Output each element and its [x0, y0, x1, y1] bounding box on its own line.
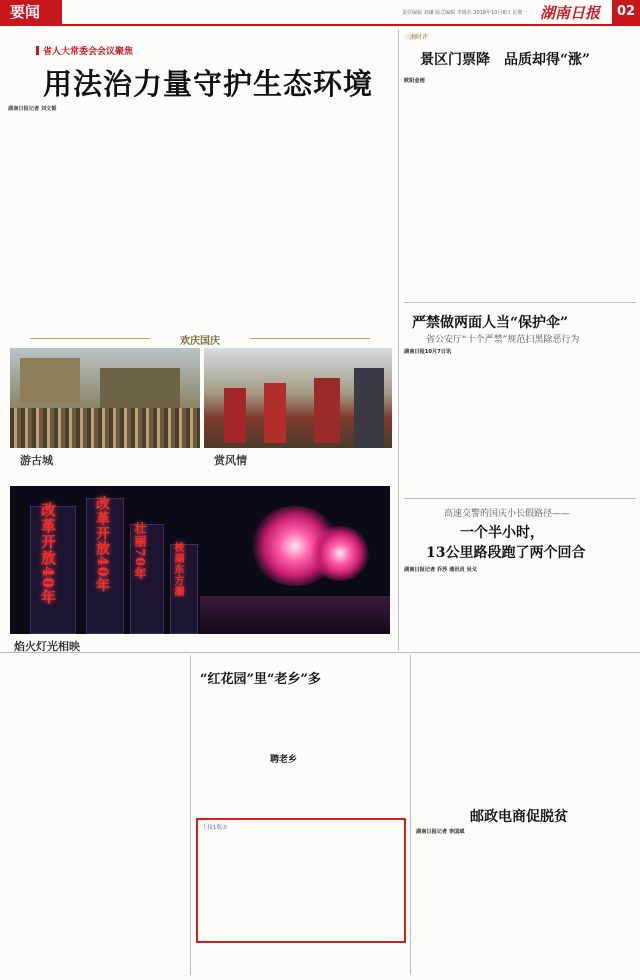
umbrella-subhead: 省公安厅“十个严禁”规范扫黑除恶行为: [426, 335, 580, 345]
post-headline: 邮政电商促脱贫: [470, 809, 568, 825]
lead-kicker-text: 省人大常委会会议聚焦: [43, 47, 134, 57]
body-text-filler: [304, 823, 402, 940]
umbrella-byline: 湖南日报10月7日讯: [404, 349, 452, 355]
photo-performer: [314, 378, 340, 443]
body-text-filler: [196, 948, 406, 976]
body-text-filler: [522, 40, 636, 299]
post-byline: 湖南日报记者 李国斌: [416, 829, 465, 835]
lead-byline: 湖南日报记者 刘文韬: [8, 106, 57, 112]
lead-body-col-2: [138, 100, 260, 329]
photo-performer: [264, 383, 286, 443]
section-divider: [0, 652, 640, 653]
garden-headline: “红花园”里“老乡”多: [200, 672, 321, 687]
body-text-filler: [4, 656, 186, 976]
neon-sign-2: 改革开放40年: [94, 496, 110, 593]
scenic-body-col-1: [404, 94, 516, 299]
body-text-filler: [8, 114, 130, 329]
kicker-bar: [36, 46, 39, 55]
page-header: [0, 0, 640, 26]
column-divider: [190, 655, 191, 975]
column-divider: [398, 30, 399, 650]
caption-filler: [254, 452, 392, 482]
boxed-body-col-1: [202, 832, 300, 940]
body-text-filler: [404, 94, 516, 299]
night-fireworks-photo: [10, 486, 390, 634]
lead-body-col-3: [268, 100, 393, 329]
photo-3-caption: [120, 638, 392, 650]
photo-band-title: 欢庆国庆: [10, 332, 390, 344]
traffic-headline-line-1: 一个半小时，: [460, 525, 544, 541]
garden-body-col-2: [304, 656, 406, 814]
post-body-col-1: [416, 836, 524, 976]
photo-3-label: 焰火灯光相映: [14, 640, 80, 653]
body-text-filler: [530, 828, 636, 976]
article-divider: [404, 498, 636, 499]
neon-sign-4: 枝湖东方潮: [172, 542, 183, 597]
photo-1-caption: [60, 452, 198, 482]
garden-body-col-1: [196, 688, 298, 814]
street-band-photo: [204, 348, 392, 448]
newspaper-logo: 湖南日报: [540, 4, 601, 22]
photo-crowd: [10, 408, 200, 448]
editor-line: 责任编辑 刘谦 版式编辑 李姝名 2018年10月8日 星期一: [402, 10, 528, 16]
body-text-filler: [404, 356, 514, 496]
body-text-filler: [404, 574, 514, 650]
photo-building: [100, 368, 180, 408]
boxed-body-col-2: [304, 823, 402, 940]
lead-headline: 用法治力量守护生态环境: [42, 67, 373, 101]
scenic-headline: 景区门票降 品质却得“涨”: [420, 52, 591, 68]
traffic-headline-line-2: 13公里路段跑了两个回合: [426, 545, 586, 561]
umbrella-headline: 严禁做两面人当“保护伞”: [412, 315, 569, 331]
photo-building: [20, 358, 80, 403]
traffic-byline: 湖南日报记者 乔莎 通讯员 吴戈: [404, 567, 477, 573]
page-number: 02: [612, 0, 640, 24]
body-text-filler: [522, 348, 636, 496]
traffic-kicker: 高速交警的国庆小长假路径——: [444, 509, 571, 519]
article-divider: [404, 302, 636, 303]
photo-spectator: [354, 368, 384, 448]
body-text-filler: [268, 100, 393, 329]
photo-1-label: 游古城: [20, 454, 53, 467]
highlighted-continuation-box: [196, 818, 406, 943]
section-tag: 要闻: [0, 0, 62, 24]
photo-performer: [224, 388, 246, 443]
body-text-filler: [196, 688, 298, 814]
traffic-body-continued: [416, 656, 636, 796]
firework-burst: [310, 526, 370, 581]
caption-filler: [60, 452, 198, 482]
ancient-town-photo: [10, 348, 200, 448]
photo-river: [200, 596, 390, 634]
body-text-filler: [416, 656, 636, 796]
column-divider: [410, 655, 411, 975]
caption-filler: [120, 638, 392, 650]
lead-kicker: [36, 44, 133, 57]
body-text-filler: [416, 836, 524, 976]
traffic-body-col-2: [522, 566, 636, 650]
lead-body-col-1: [8, 114, 130, 329]
scenic-kicker: 三湘时评: [404, 34, 429, 41]
neon-sign-1: 改革开放40年: [39, 502, 57, 605]
scenic-byline: 欧阳金雨: [404, 78, 425, 84]
body-text-filler: [522, 566, 636, 650]
continuation-label: 上接1版③: [202, 825, 227, 831]
bottom-continuation: [196, 948, 406, 976]
garden-subhead: 聘老乡: [270, 755, 298, 765]
body-text-filler: [304, 656, 406, 814]
body-text-filler: [138, 100, 260, 329]
umbrella-body-col-2: [522, 348, 636, 496]
continued-story-left: [4, 656, 186, 976]
photo-2-label: 赏风情: [214, 454, 247, 467]
body-text-filler: [202, 832, 300, 940]
umbrella-body-col-1: [404, 356, 514, 496]
scenic-body-col-2: [522, 40, 636, 299]
traffic-body-col-1: [404, 574, 514, 650]
photo-2-caption: [254, 452, 392, 482]
neon-sign-3: 壮丽70年: [133, 522, 147, 580]
post-body-col-2: [530, 828, 636, 976]
